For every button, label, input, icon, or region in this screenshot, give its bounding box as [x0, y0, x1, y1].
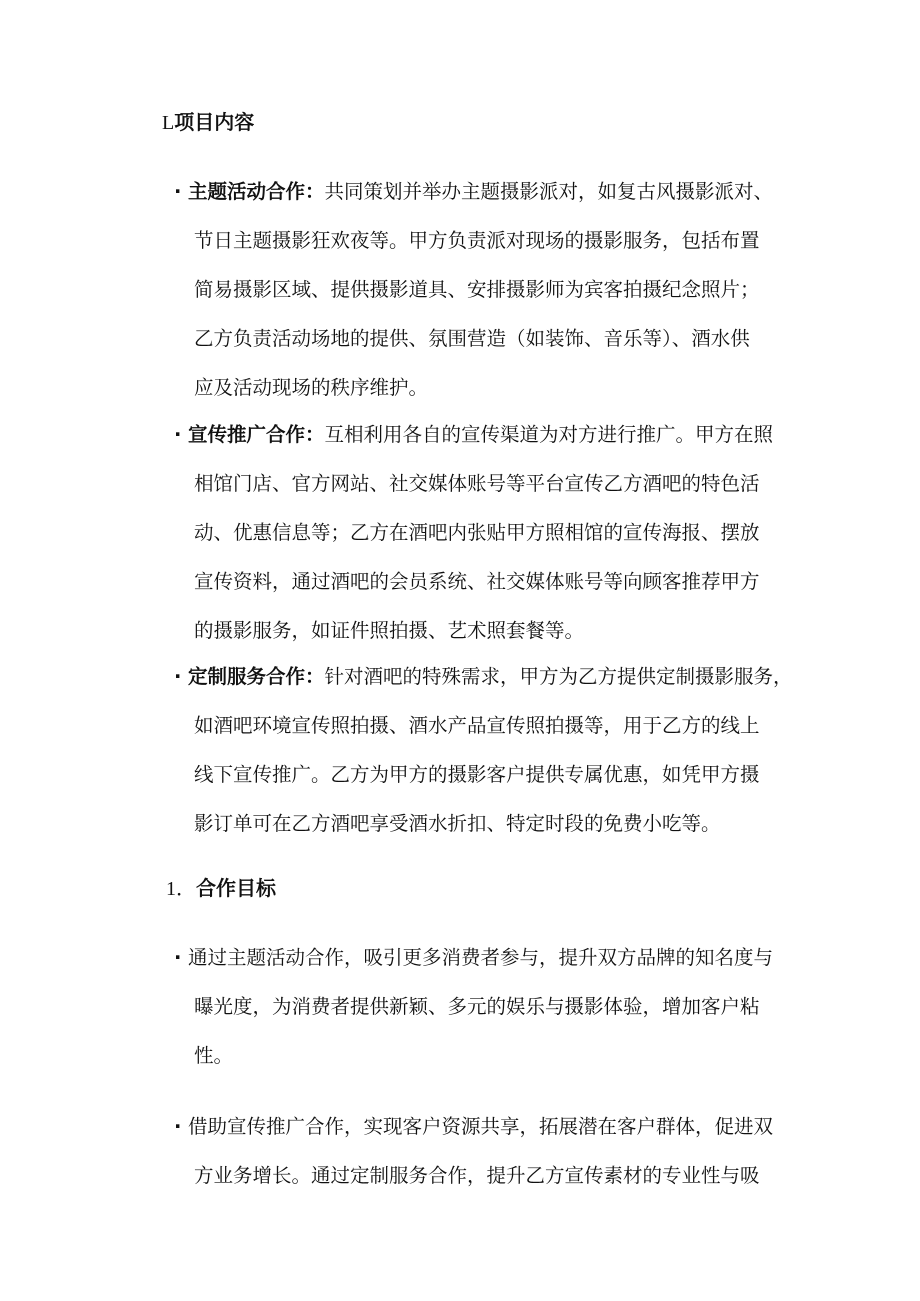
text-line: 简易摄影区域、提供摄影道具、安排摄影师为宾客拍摄纪念照片； [194, 278, 760, 301]
list-item-goal [174, 933, 773, 1080]
text-line: 节日主题摄影狂欢夜等。甲方负责派对现场的摄影服务，包括布置 [194, 229, 760, 252]
section-title: 合作目标 [196, 876, 276, 900]
bullet: · [174, 180, 182, 203]
text-line: 性。 [194, 1044, 234, 1067]
bullet: · [174, 1115, 182, 1138]
text-line: 宣传资料，通过酒吧的会员系统、社交媒体账号等向顾客推荐甲方 [194, 570, 760, 593]
text-line: 曝光度，为消费者提供新颖、多元的娱乐与摄影体验，增加客户粘 [194, 995, 760, 1018]
text-line: 应及活动现场的秩序维护。 [194, 376, 429, 399]
section-heading-cooperation-goals [166, 874, 276, 903]
text-line [174, 410, 773, 459]
item-text: 借助宣传推广合作，实现客户资源共享，拓展潜在客户群体，促进双 [188, 1115, 774, 1138]
section-number: L [162, 112, 175, 134]
bullet: · [174, 946, 182, 969]
text-line: 相馆门店、官方网站、社交媒体账号等平台宣传乙方酒吧的特色活 [194, 472, 760, 495]
section-number: 1． [166, 878, 196, 900]
text-line [174, 652, 793, 701]
text-line: 方业务增长。通过定制服务合作，提升乙方宣传素材的专业性与吸 [194, 1164, 760, 1187]
text-line: 的摄影服务，如证件照拍摄、艺术照套餐等。 [194, 619, 585, 642]
item-label: 宣传推广合作： [188, 423, 325, 446]
bullet: · [174, 423, 182, 446]
item-text: 针对酒吧的特殊需求，甲方为乙方提供定制摄影服务， [324, 665, 793, 688]
text-line: 如酒吧环境宣传照拍摄、酒水产品宣传照拍摄等，用于乙方的线上 [194, 714, 760, 737]
section-heading-project-content [162, 108, 254, 137]
item-text: 互相利用各自的宣传渠道为对方进行推广。甲方在照 [324, 423, 774, 446]
section-title: 项目内容 [174, 110, 255, 134]
text-line [174, 1102, 773, 1151]
text-line [174, 933, 773, 982]
text-line [174, 167, 773, 216]
text-line: 乙方负责活动场地的提供、氛围营造（如装饰、音乐等）、酒水供 [194, 327, 750, 350]
list-item-theme-activity [174, 167, 773, 412]
text-line: 动、优惠信息等；乙方在酒吧内张贴甲方照相馆的宣传海报、摆放 [194, 521, 760, 544]
item-text: 通过主题活动合作，吸引更多消费者参与，提升双方品牌的知名度与 [188, 946, 774, 969]
item-label: 定制服务合作： [188, 665, 325, 688]
list-item-promotion [174, 410, 773, 655]
item-text: 共同策划并举办主题摄影派对，如复古风摄影派对、 [324, 180, 774, 203]
bullet: · [174, 665, 182, 688]
text-line: 影订单可在乙方酒吧享受酒水折扣、特定时段的免费小吃等。 [194, 812, 721, 835]
text-line: 线下宣传推广。乙方为甲方的摄影客户提供专属优惠，如凭甲方摄 [194, 763, 760, 786]
list-item-custom-service [174, 652, 793, 848]
list-item-goal [174, 1102, 773, 1200]
item-label: 主题活动合作： [188, 180, 325, 203]
